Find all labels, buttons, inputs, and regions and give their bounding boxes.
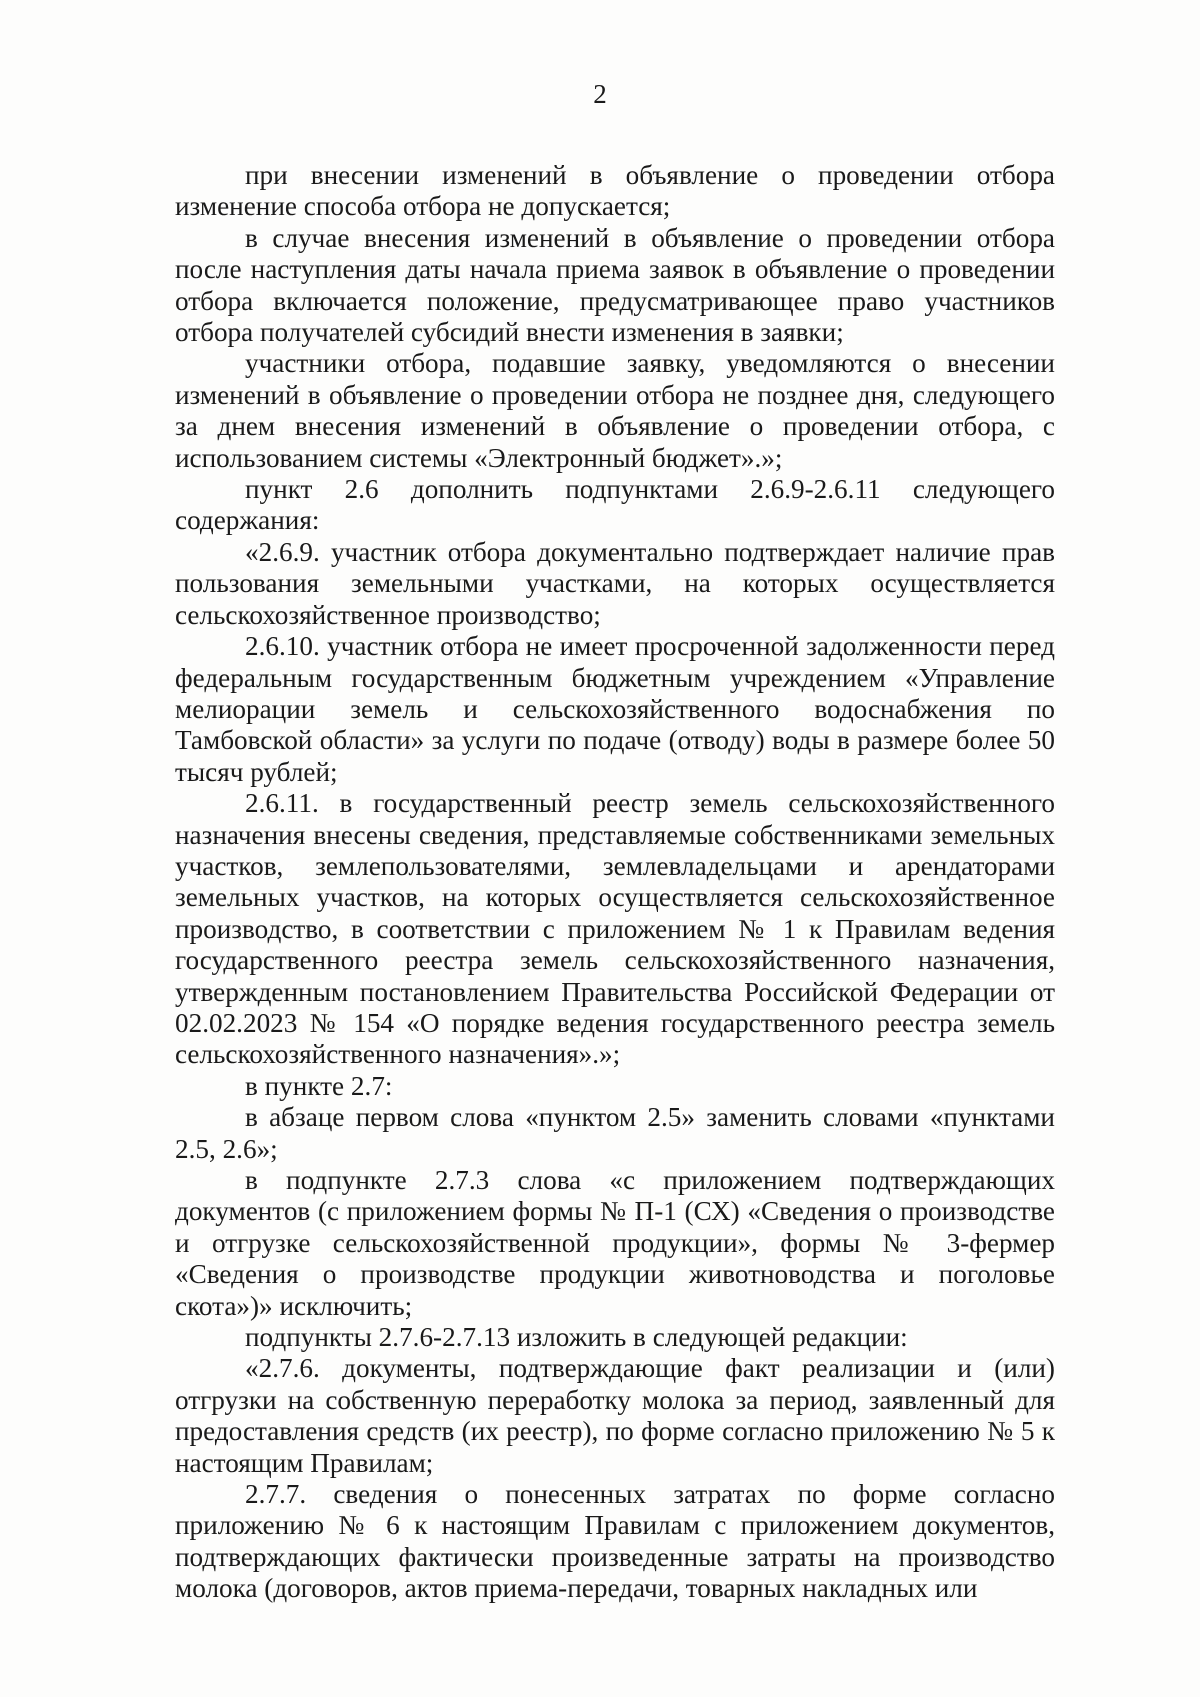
page-number: 2: [593, 79, 607, 109]
paragraph: в абзаце первом слова «пунктом 2.5» заменить словами «пунктами 2.5, 2.6»;: [175, 1102, 1055, 1164]
paragraph: в случае внесения изменений в объявление о проведении отбора после наступления даты начала приема заявок в объявление о проведении отбора включается положение, предусматривающее право участников отбора получателей субсидий внести изменения в заявки;: [175, 222, 1055, 348]
paragraph: подпункты 2.7.6-2.7.13 изложить в следующей редакции:: [245, 1322, 908, 1353]
paragraph: 2.6.10. участник отбора не имеет просроченной задолженности перед федеральным государственным бюджетным учреждением «Управление мелиорации земель и сельскохозяйственного водоснабжения по Тамбовской области» за услуги по подаче (отводу) воды в размере более 50 тысяч рублей;: [175, 631, 1055, 787]
paragraph: «2.6.9. участник отбора документально подтверждает наличие прав пользования земельными участками, на которых осуществляется сельскохозяйственное производство;: [175, 536, 1055, 630]
paragraph: в подпункте 2.7.3 слова «с приложением подтверждающих документов (с приложением формы № П-1 (СХ) «Сведения о производстве и отгрузке сельскохозяйственной продукции», формы № 3-фермер «Сведения о производстве продукции животноводства и поголовье скота»)» исключить;: [175, 1165, 1055, 1321]
paragraph: «2.7.6. документы, подтверждающие факт реализации и (или) отгрузки на собственную переработку молока за период, заявленный для предоставления средств (их реестр), по форме согласно приложению № 5 к настоящим Правилам;: [175, 1353, 1055, 1478]
paragraph: 2.7.7. сведения о понесенных затратах по форме согласно приложению № 6 к настоящим Правилам с приложением документов, подтверждающих фактически произведенные затраты на производство молока (договоров, актов приема-передачи, товарных накладных или: [175, 1479, 1055, 1604]
paragraph: в пункте 2.7:: [245, 1070, 393, 1101]
paragraph: при внесении изменений в объявление о проведении отбора изменение способа отбора не допускается;: [175, 160, 1055, 222]
paragraph: 2.6.11. в государственный реестр земель сельскохозяйственного назначения внесены сведения, представляемые собственниками земельных участков, землепользователями, землевладельцами и арендаторами земельных участков, на которых осуществляется сельскохозяйственное производство, в соответствии с приложением № 1 к Правилам ведения государственного реестра земель сельскохозяйственного назначения, утвержденным постановлением Правительства Российской Федерации от 02.02.2023 № 154 «О порядке ведения государственного реестра земель сельскохозяйственного назначения».»;: [175, 788, 1055, 1070]
document-body: [175, 160, 1055, 1605]
paragraph: пункт 2.6 дополнить подпунктами 2.6.9-2.6.11 следующего содержания:: [175, 474, 1055, 536]
paragraph: участники отбора, подавшие заявку, уведомляются о внесении изменений в объявление о проведении отбора не позднее дня, следующего за днем внесения изменений в объявление о проведении отбора, с использованием системы «Электронный бюджет».»;: [175, 348, 1055, 473]
